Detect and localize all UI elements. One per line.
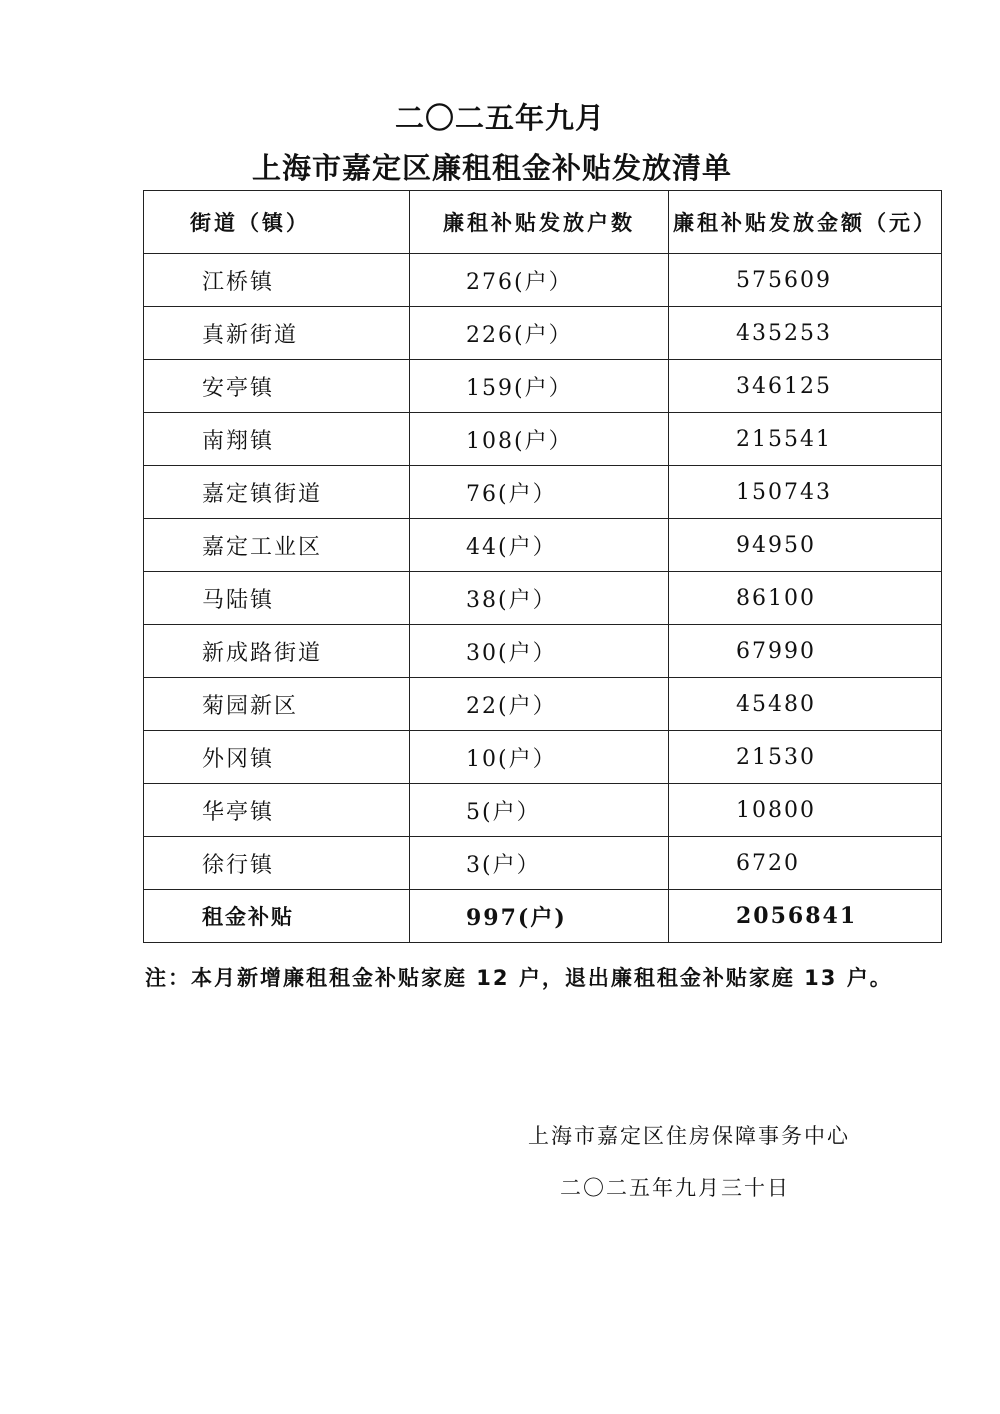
- table-header-row: [144, 191, 942, 254]
- cell-amount: 94950: [669, 519, 942, 572]
- issue-date: 二〇二五年九月三十日: [560, 1176, 790, 1200]
- document-title-date: 二〇二五年九月: [394, 101, 605, 135]
- header-amount: 廉租补贴发放金额（元）: [669, 191, 942, 254]
- table-row: [144, 360, 942, 413]
- total-label: 租金补贴: [144, 890, 410, 943]
- cell-district: 嘉定镇街道: [144, 466, 410, 519]
- cell-amount: 215541: [669, 413, 942, 466]
- cell-amount: 45480: [669, 678, 942, 731]
- table-row: [144, 731, 942, 784]
- document-title: 上海市嘉定区廉租租金补贴发放清单: [251, 151, 732, 185]
- cell-household-count: 5(户）: [410, 784, 669, 837]
- cell-household-count: 10(户）: [410, 731, 669, 784]
- cell-household-count: 76(户）: [410, 466, 669, 519]
- table-row: [144, 307, 942, 360]
- table-row: [144, 519, 942, 572]
- cell-district: 外冈镇: [144, 731, 410, 784]
- cell-district: 徐行镇: [144, 837, 410, 890]
- table-row: [144, 625, 942, 678]
- cell-district: 华亭镇: [144, 784, 410, 837]
- cell-amount: 67990: [669, 625, 942, 678]
- table-row: [144, 466, 942, 519]
- cell-district: 嘉定工业区: [144, 519, 410, 572]
- cell-district: 新成路街道: [144, 625, 410, 678]
- cell-amount: 21530: [669, 731, 942, 784]
- cell-district: 江桥镇: [144, 254, 410, 307]
- table-row: [144, 784, 942, 837]
- cell-household-count: 159(户）: [410, 360, 669, 413]
- table-row: [144, 572, 942, 625]
- cell-amount: 86100: [669, 572, 942, 625]
- issuing-organization: 上海市嘉定区住房保障事务中心: [528, 1124, 850, 1148]
- cell-amount: 150743: [669, 466, 942, 519]
- header-district: 街道（镇）: [144, 191, 410, 254]
- cell-amount: 435253: [669, 307, 942, 360]
- cell-district: 马陆镇: [144, 572, 410, 625]
- footnote: 注：本月新增廉租租金补贴家庭 12 户，退出廉租租金补贴家庭 13 户。: [145, 966, 893, 990]
- table-row: [144, 413, 942, 466]
- subsidy-table: [143, 190, 942, 943]
- cell-district: 真新街道: [144, 307, 410, 360]
- header-household-count: 廉租补贴发放户数: [410, 191, 669, 254]
- table-total-row: [144, 890, 942, 943]
- cell-district: 安亭镇: [144, 360, 410, 413]
- cell-amount: 575609: [669, 254, 942, 307]
- total-amount: 2056841: [669, 890, 942, 943]
- cell-household-count: 38(户）: [410, 572, 669, 625]
- cell-amount: 10800: [669, 784, 942, 837]
- cell-district: 菊园新区: [144, 678, 410, 731]
- table-row: [144, 837, 942, 890]
- cell-household-count: 3(户）: [410, 837, 669, 890]
- cell-amount: 6720: [669, 837, 942, 890]
- cell-household-count: 44(户）: [410, 519, 669, 572]
- table-row: [144, 678, 942, 731]
- cell-household-count: 276(户）: [410, 254, 669, 307]
- cell-amount: 346125: [669, 360, 942, 413]
- cell-district: 南翔镇: [144, 413, 410, 466]
- cell-household-count: 108(户）: [410, 413, 669, 466]
- total-household-count: 997(户): [410, 890, 669, 943]
- cell-household-count: 22(户）: [410, 678, 669, 731]
- table-row: [144, 254, 942, 307]
- cell-household-count: 30(户）: [410, 625, 669, 678]
- cell-household-count: 226(户）: [410, 307, 669, 360]
